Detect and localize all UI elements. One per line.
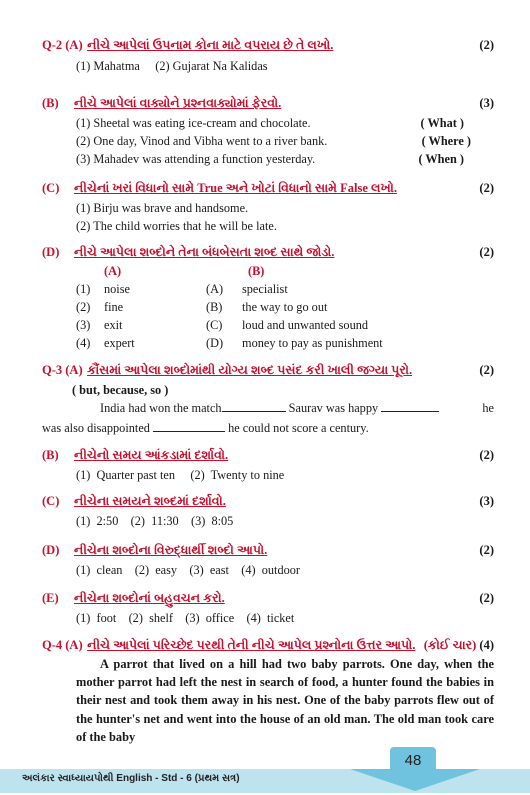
sentence-part: he xyxy=(482,401,494,415)
marks: (2) xyxy=(479,245,494,259)
question-instruction: નીચેના શબ્દોનાં બહુવચન કરો. xyxy=(74,591,225,605)
marks: (2) xyxy=(479,363,494,377)
list-item: (2) Gujarat Na Kalidas xyxy=(155,59,268,73)
match-row xyxy=(42,298,494,316)
question-instruction: નીચેના શબ્દોના વિરુદ્ધાર્થી શબ્દો આપો. xyxy=(74,543,268,557)
list-item: (1) 2:50 (2) 11:30 (3) 8:05 xyxy=(76,514,234,528)
match-row xyxy=(42,316,494,334)
question-2a xyxy=(42,38,494,75)
question-label: (B) xyxy=(42,448,59,462)
match-row xyxy=(42,334,494,352)
book-title: અલંકાર સ્વાધ્યાયપોથી English - Std - 6 (પ્રથમ સત્ર) xyxy=(22,773,240,784)
sentence-part: Saurav was happy xyxy=(288,401,379,415)
list-item: (2) The child worries that he will be late. xyxy=(76,219,277,233)
question-label: (B) xyxy=(42,96,59,110)
match-row xyxy=(42,280,494,298)
hint: ( When ) xyxy=(418,152,464,166)
marks: (2) xyxy=(479,543,494,557)
question-label: Q-2 (A) xyxy=(42,38,83,52)
list-item: (3) Mahadev was attending a function yesterday. xyxy=(76,152,316,166)
sentence-part: India had won the match xyxy=(100,401,222,415)
marks: (3) xyxy=(479,96,494,110)
row-number: (4) xyxy=(76,336,91,350)
list-item: (1) foot (2) shelf (3) office (4) ticket xyxy=(76,611,295,625)
marks: (3) xyxy=(479,494,494,508)
question-3e xyxy=(42,591,494,627)
hint: ( What ) xyxy=(420,116,464,130)
marks: (2) xyxy=(479,448,494,462)
question-instruction: કૌંસમાં આપેલા શબ્દોમાંથી યોગ્ય શબ્દ પસંદ કરી ખાલી જગ્યા પૂરો. xyxy=(87,363,413,377)
column-a-item: fine xyxy=(104,300,124,314)
list-item: (2) One day, Vinod and Vibha went to a river bank. xyxy=(76,134,328,148)
question-label: (D) xyxy=(42,543,60,557)
row-number: (2) xyxy=(76,300,91,314)
question-label: Q-4 (A) xyxy=(42,638,83,652)
column-a-item: noise xyxy=(104,282,130,296)
list-item: (1) clean (2) easy (3) east (4) outdoor xyxy=(76,563,300,577)
marks: (2) xyxy=(479,38,494,52)
sentence-part: he could not score a century. xyxy=(228,421,369,435)
row-letter: (A) xyxy=(206,282,224,296)
column-b-item: specialist xyxy=(242,282,288,296)
question-instruction: નીચે આપેલાં પરિચ્છેદ પરથી તેની નીચે આપેલ પ્રશ્નોના ઉત્તર આપો. xyxy=(87,638,416,652)
question-3d xyxy=(42,543,494,579)
question-2c xyxy=(42,181,494,235)
row-number: (3) xyxy=(76,318,91,332)
question-2b xyxy=(42,96,494,168)
question-label: (D) xyxy=(42,245,60,259)
row-letter: (D) xyxy=(206,336,224,350)
column-a-header: (A) xyxy=(104,264,122,278)
marks: (2) xyxy=(479,591,494,605)
list-item: (1) Quarter past ten (2) Twenty to nine xyxy=(76,468,285,482)
question-instruction: નીચેના સમયને શબ્દમાં દર્શાવો. xyxy=(74,494,226,508)
marks: (4) xyxy=(479,638,494,652)
column-b-header: (B) xyxy=(248,264,265,278)
page-number: 48 xyxy=(390,747,436,775)
question-note: (કોઈ ચાર) xyxy=(423,638,477,652)
row-number: (1) xyxy=(76,282,91,296)
question-2d xyxy=(42,245,494,352)
list-item: (1) Birju was brave and handsome. xyxy=(76,201,249,215)
question-label: Q-3 (A) xyxy=(42,363,83,377)
question-label: (E) xyxy=(42,591,59,605)
reading-passage: A parrot that lived on a hill had two baby parrots. One day, when the mother parrot had left the nest in search of food, a hunter found the babies in their nest and took them away in his nest. One of the baby parrots flew out of the hunter's net and went into the house of an old man. The old man took care of the baby xyxy=(76,657,494,744)
question-label: (C) xyxy=(42,181,60,195)
question-3c xyxy=(42,494,494,530)
list-item: (1) Mahatma xyxy=(76,59,140,73)
column-a-item: expert xyxy=(104,336,135,350)
question-4a xyxy=(42,638,494,746)
column-b-item: money to pay as punishment xyxy=(242,336,383,350)
blank-line xyxy=(381,401,439,412)
list-item: (1) Sheetal was eating ice-cream and chocolate. xyxy=(76,116,311,130)
row-letter: (B) xyxy=(206,300,223,314)
column-a-item: exit xyxy=(104,318,123,332)
blank-line xyxy=(153,421,225,432)
question-instruction: નીચે આપેલાં ઉપનામ કોના માટે વપરાય છે તે લખો. xyxy=(87,38,334,52)
question-instruction: નીચે આપેલા શબ્દોને તેના બંધબેસતા શબ્દ સાથે જોડો. xyxy=(74,245,335,259)
page-footer xyxy=(0,747,530,795)
column-b-item: the way to go out xyxy=(242,300,328,314)
question-instruction: નીચેનો સમય આંકડામાં દર્શાવો. xyxy=(74,448,229,462)
blank-line xyxy=(222,401,286,412)
row-letter: (C) xyxy=(206,318,223,332)
question-instruction: નીચે આપેલાં વાક્યોને પ્રશ્નવાક્યોમાં ફેરવો. xyxy=(74,96,282,110)
question-3b xyxy=(42,448,494,484)
question-label: (C) xyxy=(42,494,60,508)
word-options: ( but, because, so ) xyxy=(72,383,169,397)
marks: (2) xyxy=(479,181,494,195)
column-b-item: loud and unwanted sound xyxy=(242,318,369,332)
question-instruction: નીચેનાં ખરાં વિધાનો સામે True અને ખોટાં વિધાનો સામે False લખો. xyxy=(74,181,398,195)
hint: ( Where ) xyxy=(421,134,471,148)
sentence-part: was also disappointed xyxy=(42,421,150,435)
question-3a xyxy=(42,363,494,437)
